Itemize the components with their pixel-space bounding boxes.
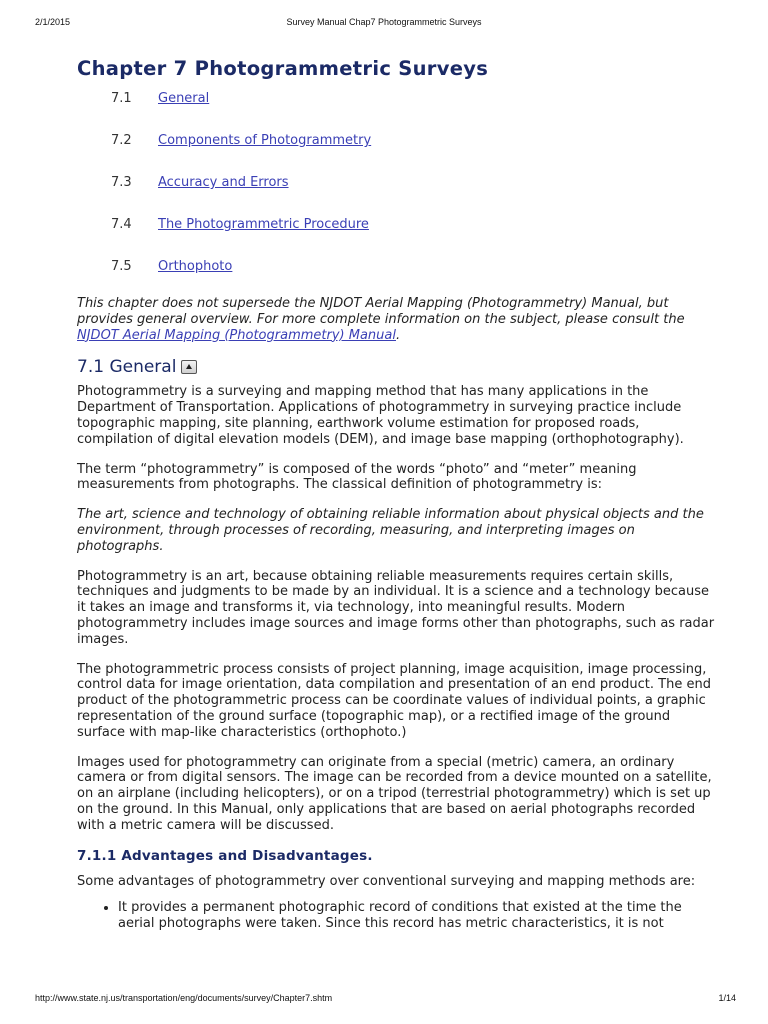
intro-note — [77, 296, 719, 343]
toc-number: 7.2 — [111, 133, 132, 148]
toc-link-general[interactable]: General — [158, 91, 210, 106]
list-item: • It provides a permanent photographic record of conditions that existed at the time the aerial photographs were taken. Since this record has metric characteristics, it is not — [118, 900, 719, 932]
print-footer — [0, 993, 768, 1007]
toc-item — [77, 175, 719, 217]
document-content — [77, 56, 719, 932]
definition-paragraph: The art, science and technology of obtaining reliable information about physical objects and the environment, through processes of recording, measuring, and interpreting images on photographs. — [77, 507, 704, 554]
toc-link-orthophoto[interactable]: Orthophoto — [158, 259, 233, 274]
toc-number: 7.1 — [111, 91, 132, 106]
advantages-list — [77, 900, 719, 932]
print-header — [0, 17, 768, 31]
paragraph: Images used for photogrammetry can originate from a special (metric) camera, an ordinary camera or from digital sensors. The image can be recorded from a device mounted on a satellite, on an airplane (including helicopters), or on a tripod (terrestrial photogrammetry) which is set up on the ground. In this Manual, only applications that are based on aerial photographs recorded with a metric camera will be discussed. — [77, 754, 712, 833]
page-number: 1/14 — [718, 993, 736, 1003]
toc-item — [77, 91, 719, 133]
toc-number: 7.4 — [111, 217, 132, 232]
toc-link-components[interactable]: Components of Photogrammetry — [158, 133, 372, 148]
intro-text: This chapter does not supersede the NJDOT Aerial Mapping (Photogrammetry) Manual, but provides general overview. For more complete information on the subject, please consult the — [77, 296, 685, 327]
toc-item — [77, 133, 719, 175]
chapter-title: Chapter 7 Photogrammetric Surveys — [77, 57, 489, 80]
intro-text-end: . — [395, 327, 401, 343]
toc-number: 7.3 — [111, 175, 132, 190]
paragraph: The term “photogrammetry” is composed of the words “photo” and “meter” meaning measurements from photographs. The classical definition of photogrammetry is: — [77, 461, 637, 493]
toc-link-accuracy[interactable]: Accuracy and Errors — [158, 175, 289, 190]
paragraph: Photogrammetry is an art, because obtaining reliable measurements requires certain skills, techniques and judgments to be made by an individual. It is a science and a technology because it takes an image and transforms it, via technology, into meaningful results. Modern photogrammetry includes image sources and image forms other than photographs, such as radar images. — [77, 568, 715, 647]
paragraph: Photogrammetry is a surveying and mapping method that has many applications in the Department of Transportation. Applications of photogrammetry in surveying practice include topographic mapping, site planning, earthwork volume estimation for proposed roads, compilation of digital elevation models (DEM), and image base mapping (orthophotography). — [77, 384, 684, 447]
back-to-top-icon[interactable] — [181, 360, 197, 374]
paragraph: Some advantages of photogrammetry over conventional surveying and mapping methods are: — [77, 873, 696, 889]
toc-item — [77, 259, 719, 301]
section-heading-general — [77, 356, 719, 378]
print-page-title: Survey Manual Chap7 Photogrammetric Surveys — [286, 17, 482, 27]
toc-link-procedure[interactable]: The Photogrammetric Procedure — [158, 217, 369, 232]
section-title: 7.1 General — [77, 357, 177, 378]
manual-link[interactable]: NJDOT Aerial Mapping (Photogrammetry) Manual — [77, 327, 396, 343]
print-url: http://www.state.nj.us/transportation/eng/documents/survey/Chapter7.shtm — [35, 993, 333, 1003]
subsection-heading: 7.1.1 Advantages and Disadvantages. — [77, 847, 373, 864]
toc-number: 7.5 — [111, 259, 132, 274]
table-of-contents — [77, 91, 719, 301]
print-date: 2/1/2015 — [35, 17, 71, 27]
toc-item — [77, 217, 719, 259]
paragraph: The photogrammetric process consists of project planning, image acquisition, image processing, control data for image orientation, data compilation and presentation of an end product. The end product of the photogrammetric process can be coordinate values of individual points, a graphic representation of the ground surface (topographic map), or a rectified image of the ground surface with map-like characteristics (orthophoto.) — [77, 661, 711, 740]
